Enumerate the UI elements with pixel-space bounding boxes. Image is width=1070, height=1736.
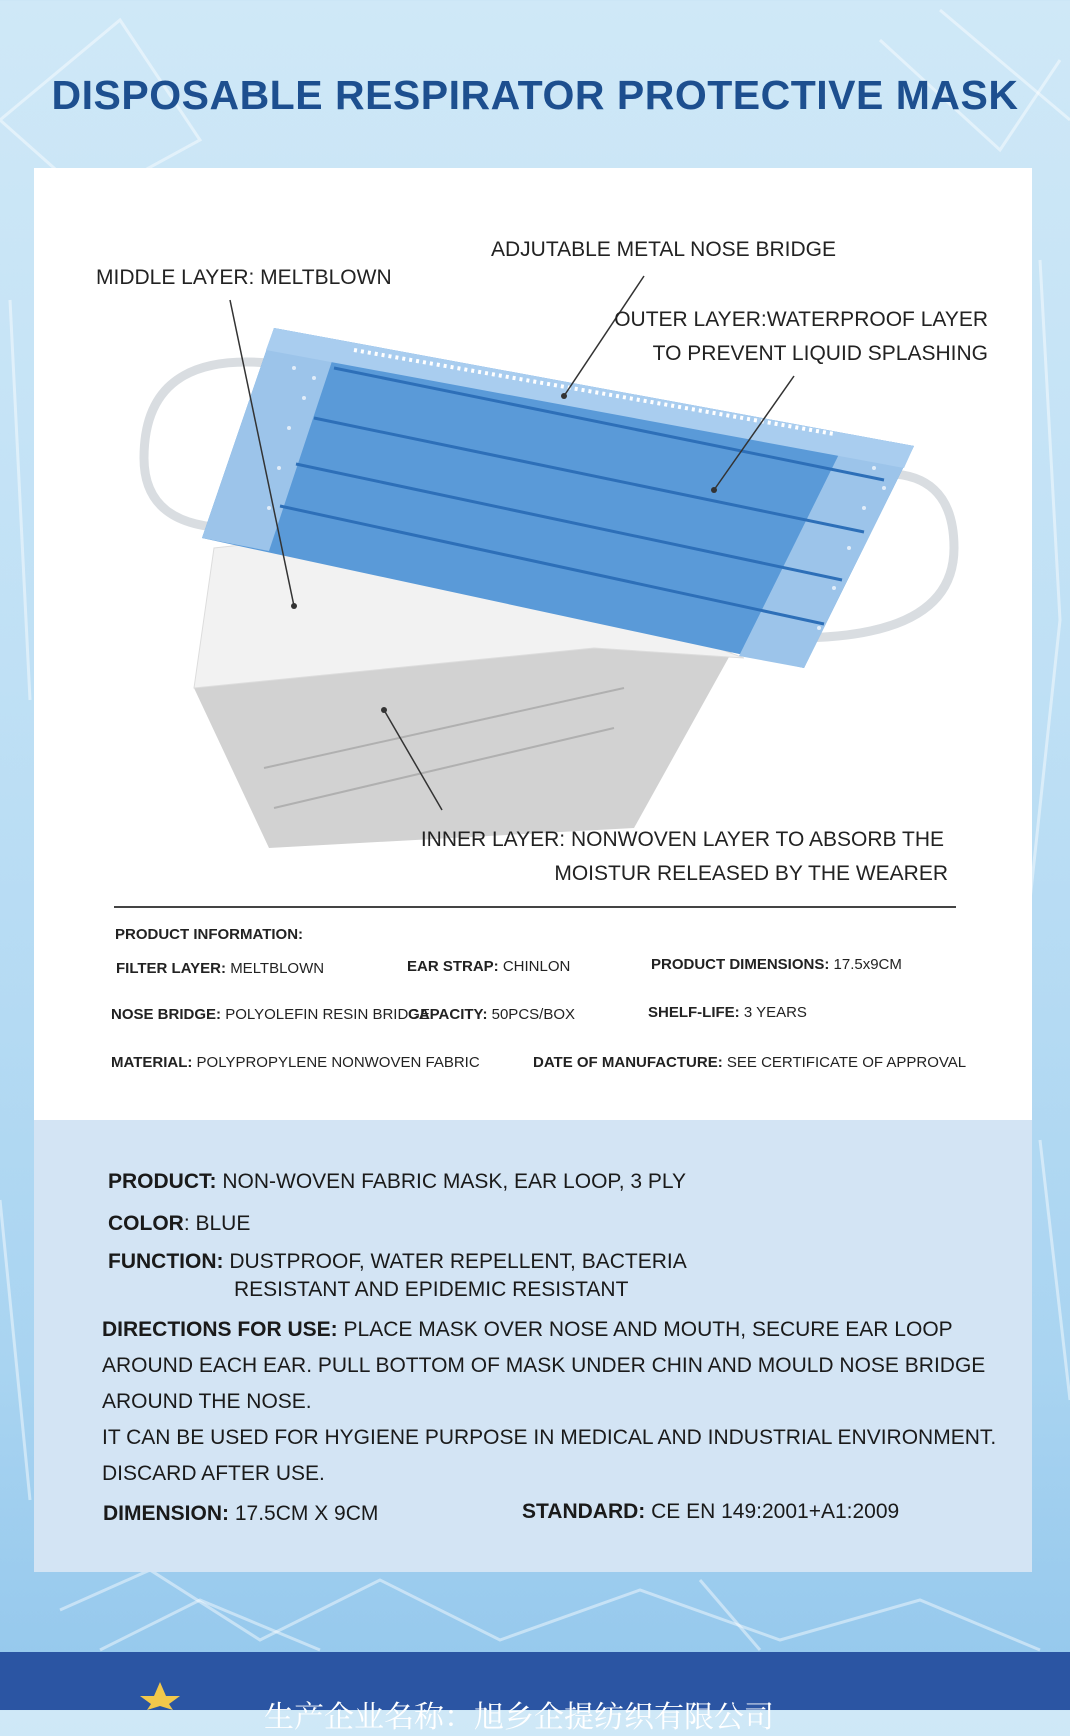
spec-directions-line1: DIRECTIONS FOR USE: PLACE MASK OVER NOSE AND MOUTH, SECURE EAR LOOP: [102, 1318, 953, 1341]
spec-directions-line4: IT CAN BE USED FOR HYGIENE PURPOSE IN MEDICAL AND INDUSTRIAL ENVIRONMENT.: [102, 1426, 997, 1449]
spec-directions-line2: AROUND EACH EAR. PULL BOTTOM OF MASK UNDER CHIN AND MOULD NOSE BRIDGE: [102, 1354, 986, 1377]
material-info: MATERIAL: POLYPROPYLENE NONWOVEN FABRIC: [111, 1054, 480, 1071]
diagram-panel: [34, 168, 1032, 1120]
star-icon: [130, 1680, 190, 1710]
outer-layer-callout-line2: TO PREVENT LIQUID SPLASHING: [652, 342, 988, 365]
spec-function-line1: FUNCTION: DUSTPROOF, WATER REPELLENT, BACTERIA: [108, 1250, 687, 1273]
outer-layer-callout-line1: OUTER LAYER:WATERPROOF LAYER: [614, 308, 988, 331]
inner-layer-callout-line2: MOISTUR RELEASED BY THE WEARER: [554, 862, 948, 885]
middle-layer-callout: MIDDLE LAYER: MELTBLOWN: [96, 266, 392, 289]
capacity-info: CAPACITY: 50PCS/BOX: [408, 1006, 575, 1023]
spec-directions-line3: AROUND THE NOSE.: [102, 1390, 312, 1413]
spec-dimension: DIMENSION: 17.5CM X 9CM: [103, 1502, 379, 1525]
ear-strap-info: EAR STRAP: CHINLON: [407, 958, 571, 975]
nose-bridge-info: NOSE BRIDGE: POLYOLEFIN RESIN BRIDGE: [111, 1006, 430, 1023]
shelf-life-info: SHELF-LIFE: 3 YEARS: [648, 1004, 807, 1021]
spec-product: PRODUCT: NON-WOVEN FABRIC MASK, EAR LOOP, 3 PLY: [108, 1170, 687, 1193]
footer-text: 生产企业名称：旭乡企提纺织有限公司: [264, 1701, 774, 1734]
nose-bridge-callout: ADJUTABLE METAL NOSE BRIDGE: [491, 238, 837, 261]
section-divider: [114, 906, 956, 908]
dimensions-info: PRODUCT DIMENSIONS: 17.5x9CM: [651, 956, 902, 973]
filter-layer-info: FILTER LAYER: MELTBLOWN: [116, 960, 325, 977]
page-title: DISPOSABLE RESPIRATOR PROTECTIVE MASK: [51, 72, 1019, 118]
specs-panel: [34, 1120, 1032, 1572]
manufacture-date-info: DATE OF MANUFACTURE: SEE CERTIFICATE OF APPROVAL: [533, 1054, 967, 1071]
spec-standard: STANDARD: CE EN 149:2001+A1:2009: [522, 1500, 900, 1523]
spec-color: COLOR: BLUE: [108, 1212, 251, 1235]
spec-directions-line5: DISCARD AFTER USE.: [102, 1462, 325, 1485]
spec-function-line2: RESISTANT AND EPIDEMIC RESISTANT: [234, 1278, 629, 1301]
inner-layer-callout-line1: INNER LAYER: NONWOVEN LAYER TO ABSORB THE: [420, 828, 944, 851]
product-info-heading: PRODUCT INFORMATION:: [115, 926, 304, 943]
